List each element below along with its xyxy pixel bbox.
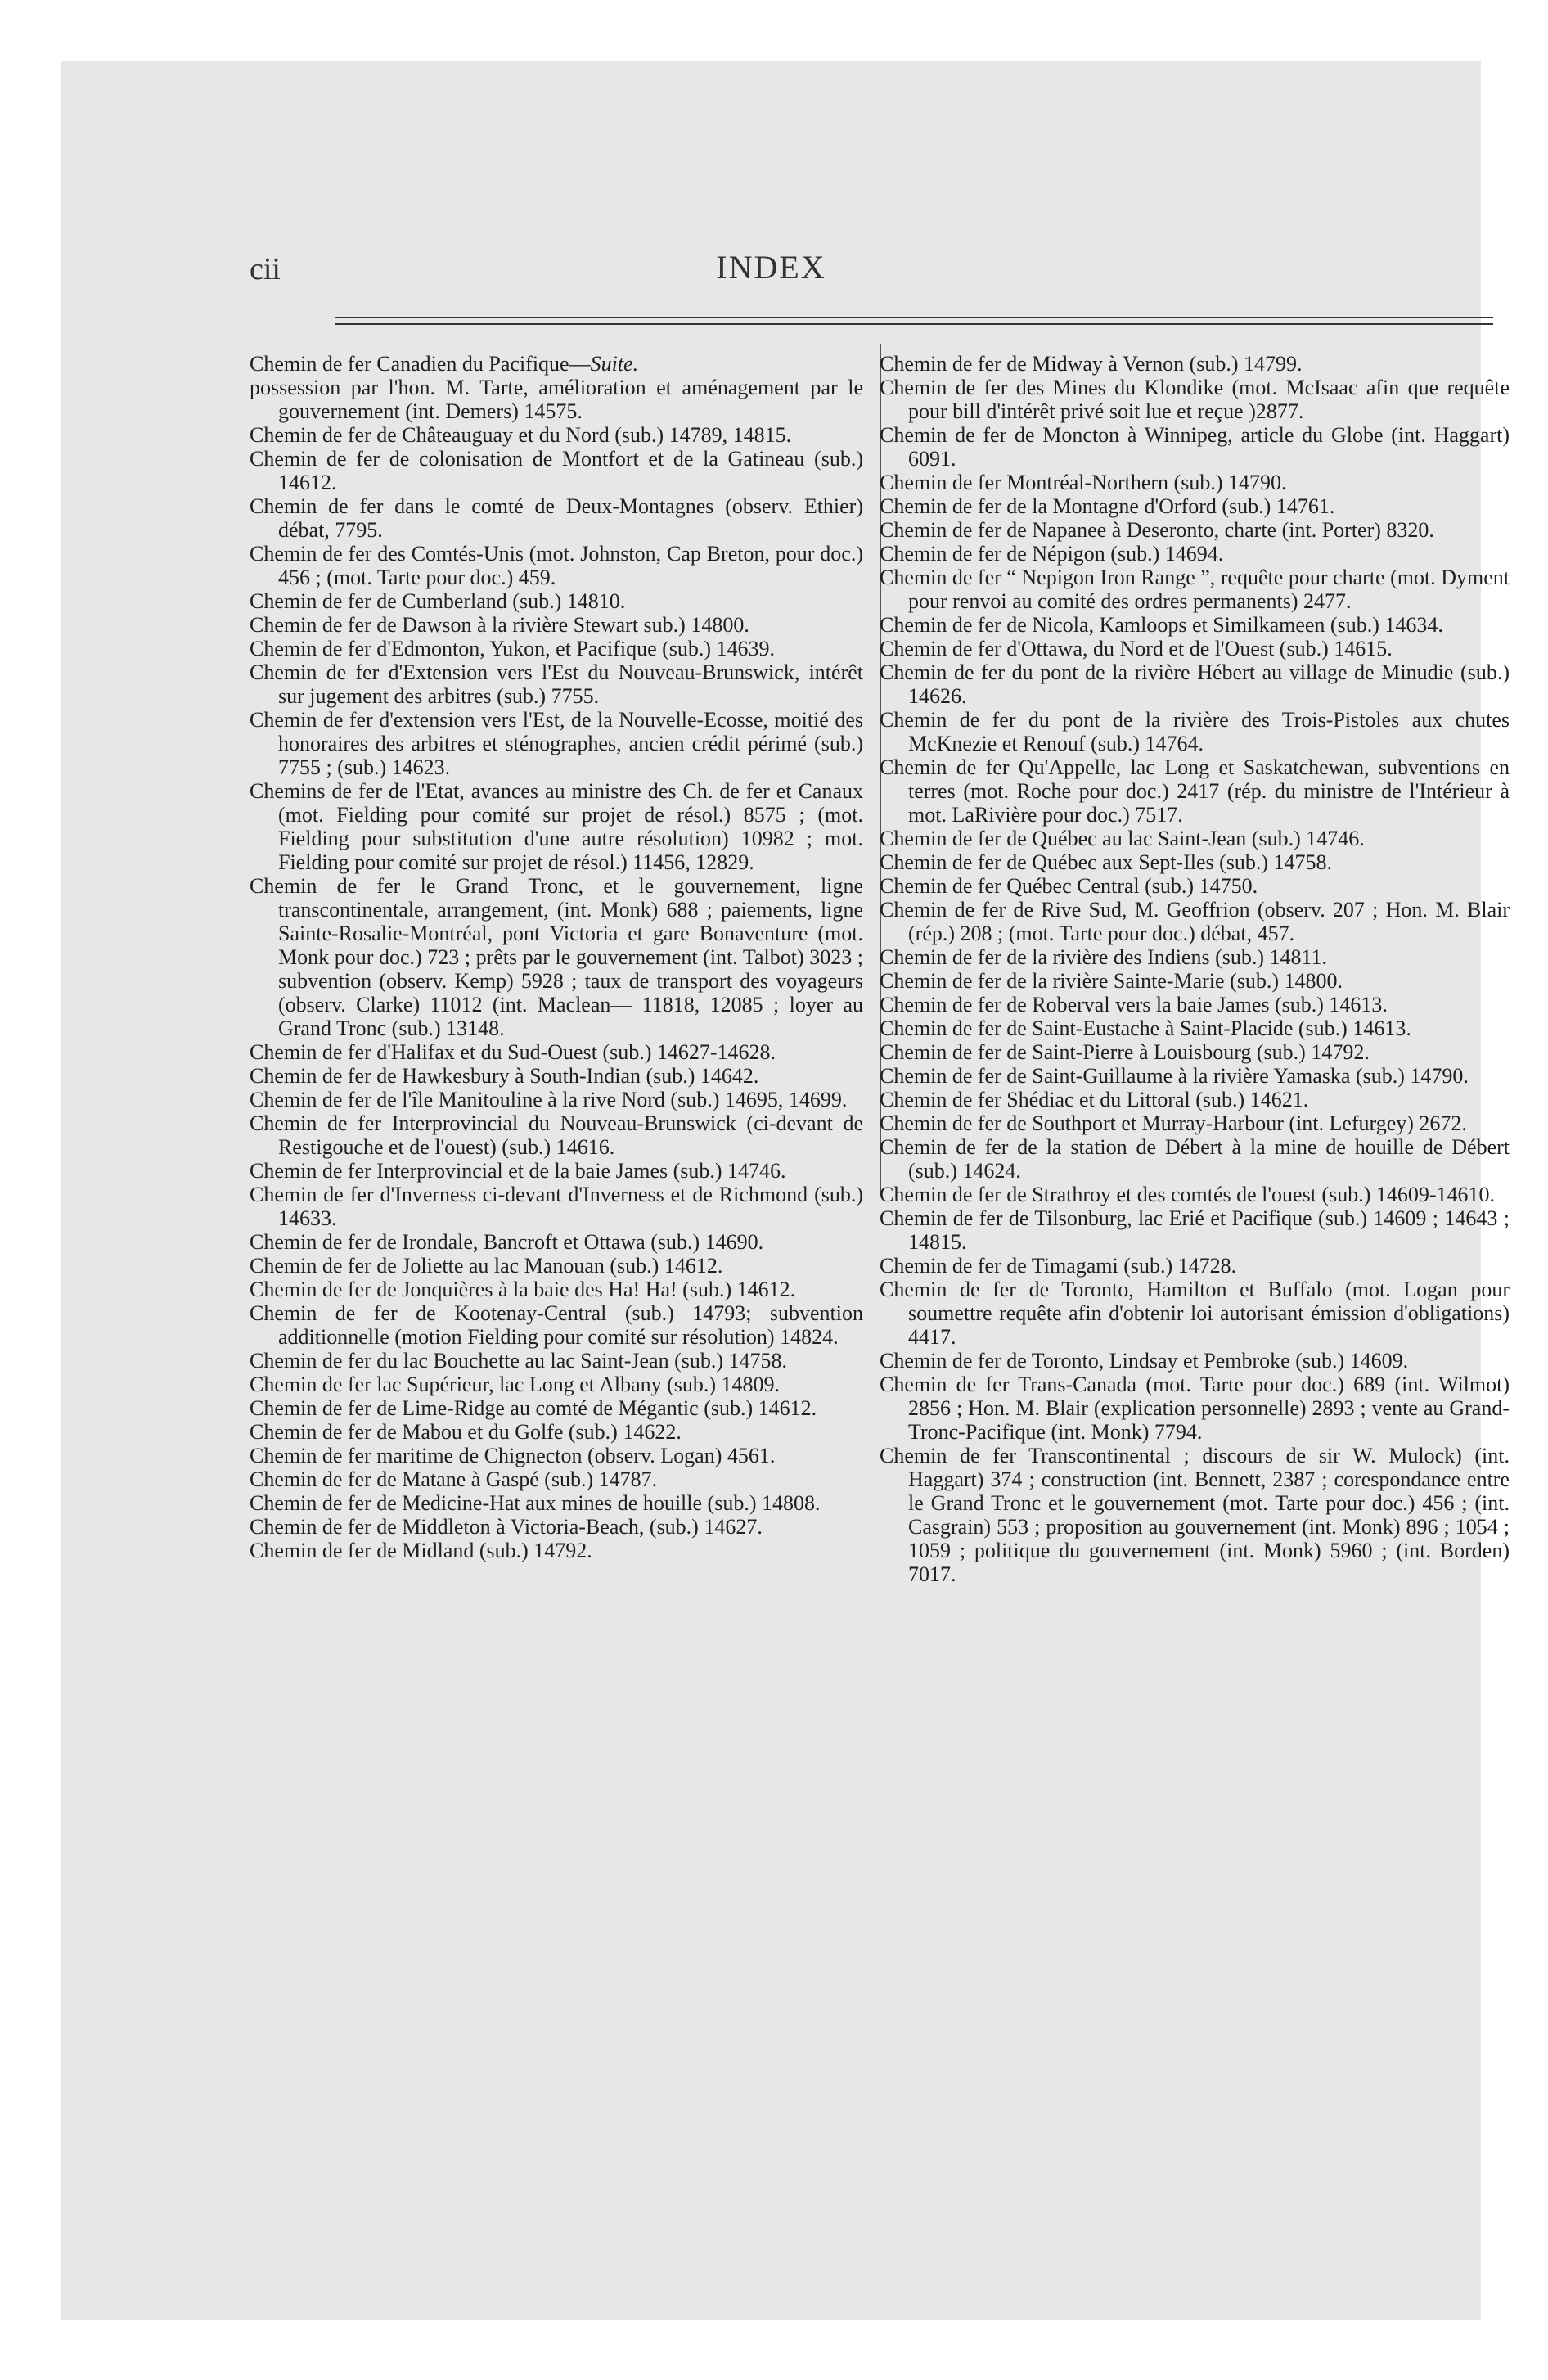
index-entry: Chemin de fer d'Extension vers l'Est du Nouveau-Brunswick, intérêt sur jugement des arbitres (sub.) 7755.	[250, 660, 863, 708]
index-entry: Chemin de fer de Kootenay-Central (sub.) 14793; subvention additionnelle (motion Fielding pour comité sur résolution) 14824.	[250, 1301, 863, 1349]
index-entry: Chemin de fer de Tilsonburg, lac Erié et Pacifique (sub.) 14609 ; 14643 ; 14815.	[880, 1206, 1510, 1254]
header-rule	[335, 317, 1493, 318]
index-entry: Chemin de fer de Middleton à Victoria-Beach, (sub.) 14627.	[250, 1515, 763, 1539]
index-entry: Chemin de fer Qu'Appelle, lac Long et Saskatchewan, subventions en terres (mot. Roche pour doc.) 2417 (rép. du ministre de l'Intérieur à mot. LaRivière pour doc.) 7517.	[880, 755, 1510, 827]
index-entry: Chemin de fer “ Nepigon Iron Range ”, requête pour charte (mot. Dyment pour renvoi au comité des ordres permanents) 2477.	[880, 566, 1510, 613]
index-entry: Chemin de fer des Comtés-Unis (mot. Johnston, Cap Breton, pour doc.) 456 ; (mot. Tarte pour doc.) 459.	[250, 542, 863, 589]
index-entry: Chemin de fer de la rivière Sainte-Marie (sub.) 14800.	[880, 969, 1343, 993]
index-entry: Chemin de fer de la Montagne d'Orford (sub.) 14761.	[880, 494, 1335, 518]
index-entry: Chemin de fer d'Edmonton, Yukon, et Pacifique (sub.) 14639.	[250, 637, 776, 660]
index-entry: Chemin de fer Interprovincial du Nouveau-Brunswick (ci-devant de Restigouche et de l'ouest) (sub.) 14616.	[250, 1111, 863, 1159]
index-entry: Chemin de fer d'Ottawa, du Nord et de l'Ouest (sub.) 14615.	[880, 637, 1393, 660]
index-entry: Chemin de fer de Népigon (sub.) 14694.	[880, 542, 1224, 566]
index-entry: Chemin de fer de Irondale, Bancroft et Ottawa (sub.) 14690.	[250, 1230, 764, 1254]
index-entry: Chemin de fer de Cumberland (sub.) 14810.	[250, 589, 626, 613]
scanned-page	[61, 61, 1510, 2320]
index-entry: Chemin de fer de Québec aux Sept-Iles (sub.) 14758.	[880, 850, 1333, 874]
index-entry: Chemin de fer du pont de la rivière Hébert au village de Minudie (sub.) 14626.	[880, 660, 1510, 708]
index-entry: Chemin de fer d'Inverness ci-devant d'Inverness et de Richmond (sub.) 14633.	[250, 1183, 863, 1230]
index-entry: Chemin de fer lac Supérieur, lac Long et Albany (sub.) 14809.	[250, 1373, 781, 1396]
index-entry: Chemin de fer du lac Bouchette au lac Saint-Jean (sub.) 14758.	[250, 1349, 788, 1373]
index-entry: Chemin de fer de Southport et Murray-Harbour (int. Lefurgey) 2672.	[880, 1111, 1467, 1135]
index-entry: Chemin de fer Montréal-Northern (sub.) 14790.	[880, 471, 1287, 494]
index-entry: Chemin de fer d'extension vers l'Est, de la Nouvelle-Ecosse, moitié des honoraires des arbitres et sténographes, ancien crédit périmé (sub.) 7755 ; (sub.) 14623.	[250, 708, 863, 779]
index-entry: Chemin de fer de Roberval vers la baie James (sub.) 14613.	[880, 993, 1388, 1016]
index-entry: Chemin de fer de Toronto, Hamilton et Buffalo (mot. Logan pour soumettre requête afin d'obtenir loi autorisant émission d'obligations) 4417.	[880, 1278, 1510, 1349]
index-entry: Chemin de fer de Midway à Vernon (sub.) 14799.	[880, 352, 1303, 376]
index-entry: Chemin de fer de Saint-Eustache à Saint-Placide (sub.) 14613.	[880, 1016, 1411, 1040]
page-number: cii	[250, 252, 281, 286]
index-entry: Chemin de fer du pont de la rivière des Trois-Pistoles aux chutes McKnezie et Renouf (sub.) 14764.	[880, 708, 1510, 755]
index-entry: Chemin de fer de Mabou et du Golfe (sub.) 14622.	[250, 1420, 682, 1444]
index-entry: Chemin de fer de la rivière des Indiens (sub.) 14811.	[880, 945, 1328, 969]
index-entry: Chemin de fer Shédiac et du Littoral (sub.) 14621.	[880, 1088, 1309, 1111]
right-column	[880, 352, 1510, 1586]
index-entry: Chemin de fer de Châteauguay et du Nord (sub.) 14789, 14815.	[250, 423, 792, 447]
header-rule-2	[335, 323, 1493, 325]
index-entry: Chemin de fer de l'île Manitouline à la rive Nord (sub.) 14695, 14699.	[250, 1088, 848, 1111]
index-entry: Chemin de fer de Rive Sud, M. Geoffrion (observ. 207 ; Hon. M. Blair (rép.) 208 ; (mot. Tarte pour doc.) débat, 457.	[880, 898, 1510, 945]
index-entry: Chemin de fer de Medicine-Hat aux mines de houille (sub.) 14808.	[250, 1491, 821, 1515]
index-entry: Chemin de fer le Grand Tronc, et le gouvernement, ligne transcontinentale, arrangement, (int. Monk) 688 ; paiements, ligne Sainte-Rosalie-Montréal, pont Victoria et gare Bonaventure (mot. Monk pour doc.) 723 ; prêts par le gouvernement (int. Talbot) 3023 ; subvention (observ. Kemp) 5928 ; taux de transport des voyageurs (observ. Clarke) 11012 (int. Maclean— 11818, 12085 ; loyer au Grand Tronc (sub.) 13148.	[250, 874, 863, 1040]
index-entry: Chemin de fer des Mines du Klondike (mot. McIsaac afin que requête pour bill d'intérêt privé soit lue et reçue )2877.	[880, 376, 1510, 423]
index-entry: Chemin de fer de Timagami (sub.) 14728.	[880, 1254, 1237, 1278]
page-title: INDEX	[716, 249, 826, 286]
index-entry: Chemin de fer Interprovincial et de la baie James (sub.) 14746.	[250, 1159, 786, 1183]
index-entry: Chemin de fer d'Halifax et du Sud-Ouest (sub.) 14627-14628.	[250, 1040, 776, 1064]
index-entry: Chemin de fer de Midland (sub.) 14792.	[250, 1539, 592, 1562]
index-entry: Chemin de fer Trans-Canada (mot. Tarte pour doc.) 689 (int. Wilmot) 2856 ; Hon. M. Blair (explication personnelle) 2893 ; vente au Grand-Tronc-Pacifique (int. Monk) 7794.	[880, 1373, 1510, 1444]
index-entry: Chemin de fer Canadien du Pacifique—Suite.	[250, 352, 639, 376]
index-entry: Chemin de fer Transcontinental ; discours de sir W. Mulock) (int. Haggart) 374 ; construction (int. Bennett, 2387 ; corespondance entre le Grand Tronc et le gouvernement (mot. Tarte pour doc.) 456 ; (int. Casgrain) 553 ; proposition au gouvernement (int. Monk) 896 ; 1054 ; 1059 ; politique du gouvernement (int. Monk) 5960 ; (int. Borden) 7017.	[880, 1444, 1510, 1586]
index-entry: Chemin de fer Québec Central (sub.) 14750.	[880, 874, 1258, 898]
index-entry: Chemin de fer de Napanee à Deseronto, charte (int. Porter) 8320.	[880, 518, 1434, 542]
index-entry: Chemin de fer de Saint-Guillaume à la rivière Yamaska (sub.) 14790.	[880, 1064, 1469, 1088]
index-entry: Chemin de fer de Dawson à la rivière Stewart sub.) 14800.	[250, 613, 749, 637]
index-entry: possession par l'hon. M. Tarte, amélioration et aménagement par le gouvernement (int. Demers) 14575.	[250, 376, 863, 423]
index-entry: Chemin de fer de Nicola, Kamloops et Similkameen (sub.) 14634.	[880, 613, 1443, 637]
suite-marker: Suite.	[590, 352, 639, 376]
index-entry: Chemin de fer de Joliette au lac Manouan (sub.) 14612.	[250, 1254, 723, 1278]
index-entry: Chemin de fer de Moncton à Winnipeg, article du Globe (int. Haggart) 6091.	[880, 423, 1510, 471]
index-entry: Chemin de fer de Hawkesbury à South-Indian (sub.) 14642.	[250, 1064, 759, 1088]
index-entry: Chemin de fer de Matane à Gaspé (sub.) 14787.	[250, 1467, 658, 1491]
index-entry: Chemin de fer de Lime-Ridge au comté de Mégantic (sub.) 14612.	[250, 1396, 817, 1420]
left-column	[250, 352, 863, 1562]
index-entry: Chemin de fer de Strathroy et des comtés de l'ouest (sub.) 14609-14610.	[880, 1183, 1496, 1206]
index-entry: Chemin de fer de Québec au lac Saint-Jean (sub.) 14746.	[880, 827, 1365, 850]
index-entry: Chemin de fer de Jonquières à la baie des Ha! Ha! (sub.) 14612.	[250, 1278, 796, 1301]
index-entry: Chemin de fer de la station de Débert à la mine de houille de Débert (sub.) 14624.	[880, 1135, 1510, 1183]
index-entry: Chemin de fer de colonisation de Montfort et de la Gatineau (sub.) 14612.	[250, 447, 863, 494]
index-entry: Chemin de fer de Toronto, Lindsay et Pembroke (sub.) 14609.	[880, 1349, 1409, 1373]
index-entry: Chemin de fer de Saint-Pierre à Louisbourg (sub.) 14792.	[880, 1040, 1370, 1064]
index-entry: Chemins de fer de l'Etat, avances au ministre des Ch. de fer et Canaux (mot. Fielding pour comité sur projet de résol.) 8575 ; (mot. Fielding pour substitution d'une autre résolution) 10982 ; mot. Fielding pour comité sur projet de résol.) 11456, 12829.	[250, 779, 863, 874]
index-entry: Chemin de fer maritime de Chignecton (observ. Logan) 4561.	[250, 1444, 776, 1467]
index-entry: Chemin de fer dans le comté de Deux-Montagnes (observ. Ethier) débat, 7795.	[250, 494, 863, 542]
